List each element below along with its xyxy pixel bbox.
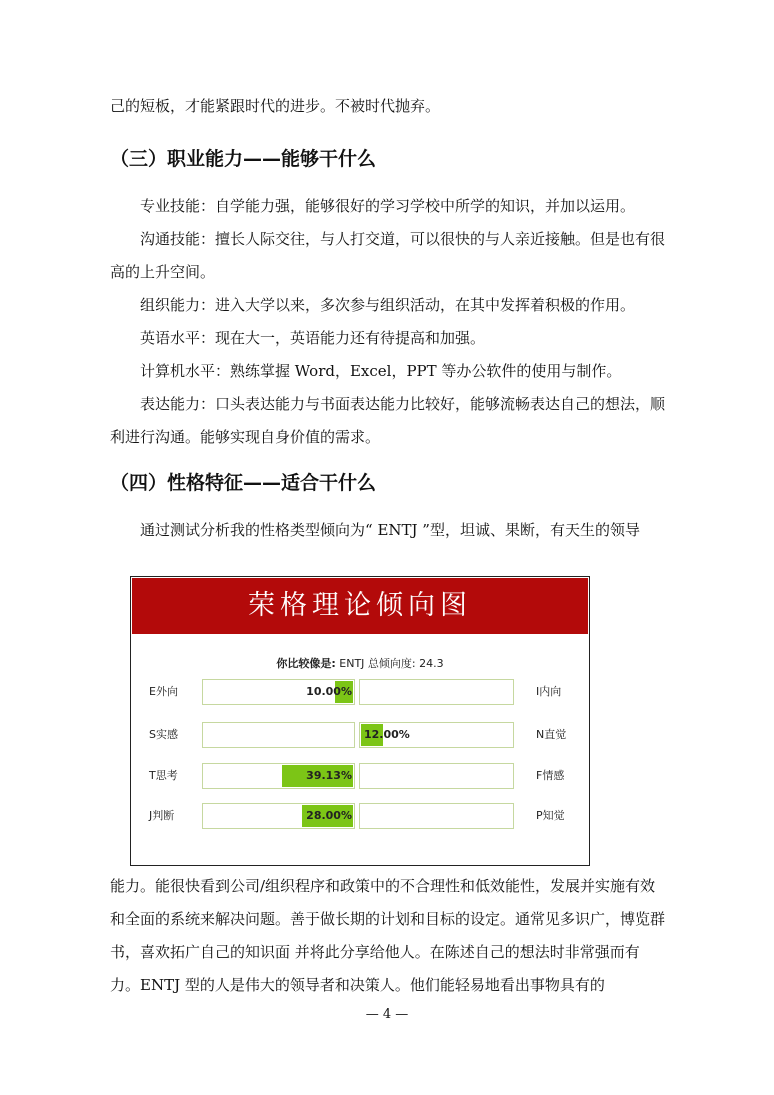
tendency-value: 12.00%: [364, 728, 410, 741]
tendency-value: 10.00%: [306, 685, 352, 698]
section-heading-3: （三）职业能力——能够干什么: [110, 148, 377, 170]
paragraph-professional-skills: 专业技能：自学能力强，能够很好的学习学校中所学的知识，并加以运用。: [140, 197, 636, 215]
row-right-label: P知觉: [536, 809, 565, 822]
tendency-value: 28.00%: [306, 809, 352, 822]
paragraph-personality-intro: 通过测试分析我的性格类型倾向为“ ENTJ ”型，坦诚、果断，有天生的领导: [140, 521, 640, 539]
row-left-track: [202, 763, 355, 789]
chart-subtitle: [131, 655, 589, 671]
row-right-track: [359, 722, 514, 748]
row-left-track: [202, 722, 355, 748]
row-left-label: J判断: [149, 809, 175, 822]
row-left-label: T思考: [149, 769, 178, 782]
paragraph-communication-skills: 沟通技能：擅长人际交往，与人打交道，可以很快的与人亲近接触。但是也有很高的上升空间。: [110, 230, 666, 281]
paragraph-english: 英语水平：现在大一，英语能力还有待提高和加强。: [140, 329, 486, 347]
jung-tendency-chart: [130, 576, 590, 866]
paragraph-expression: 表达能力：口头表达能力与书面表达能力比较好，能够流畅表达自己的想法，顺利进行沟通。能够实现自身价值的需求。: [110, 395, 666, 446]
chart-title: 荣格理论倾向图: [132, 578, 588, 634]
paragraph-organization: 组织能力：进入大学以来，多次参与组织活动，在其中发挥着积极的作用。: [140, 296, 636, 314]
row-left-label: S实感: [149, 728, 178, 741]
row-left-track: [202, 803, 355, 829]
row-right-track: [359, 803, 514, 829]
row-right-label: I内向: [536, 685, 562, 698]
chart-subtitle-value: ENTJ 总倾向度: 24.3: [339, 657, 444, 670]
tendency-value: 39.13%: [306, 769, 352, 782]
page-number: — 4 —: [365, 1007, 409, 1022]
paragraph-computer: 计算机水平：熟练掌握 Word，Excel，PPT 等办公软件的使用与制作。: [140, 362, 622, 380]
row-left-track: [202, 679, 355, 705]
chart-subtitle-label: 你比较像是:: [276, 657, 336, 670]
row-right-track: [359, 763, 514, 789]
row-right-label: F情感: [536, 769, 565, 782]
section-heading-4: （四）性格特征——适合干什么: [110, 472, 377, 494]
row-left-label: E外向: [149, 685, 178, 698]
row-right-label: N直觉: [536, 728, 567, 741]
paragraph-continuation: 己的短板，才能紧跟时代的进步。不被时代抛弃。: [110, 97, 441, 115]
paragraph-personality-detail: 能力。能很快看到公司/组织程序和政策中的不合理性和低效能性，发展并实施有效和全面的系统来解决问题。善于做长期的计划和目标的设定。通常见多识广，博览群书，喜欢拓广自己的知识面 并将此分享给他人。在陈述自己的想法时非常强而有力。ENTJ 型的人是伟大的领导者和决策人。他们能轻易地看出事物具有的: [110, 877, 666, 994]
row-right-track: [359, 679, 514, 705]
